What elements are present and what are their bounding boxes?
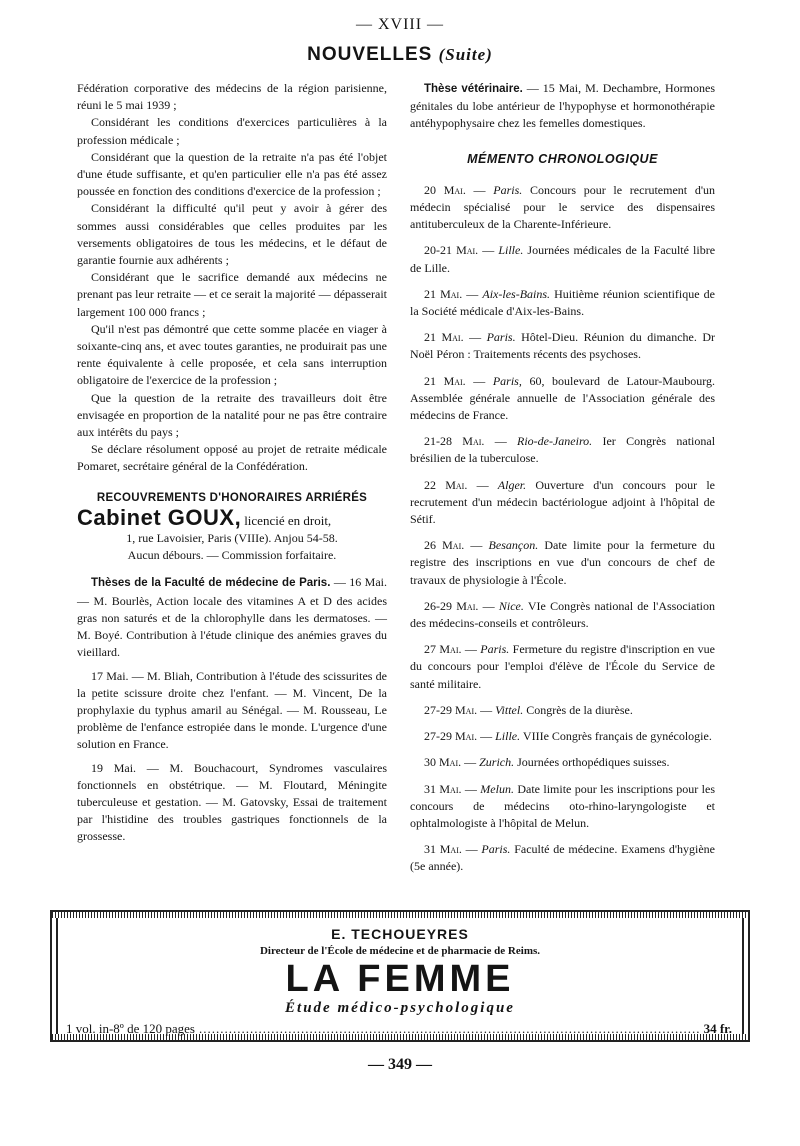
cabinet-address: 1, rue Lavoisier, Paris (VIIIe). Anjou 54-58.	[126, 531, 338, 546]
entry-place: Melun.	[480, 781, 514, 796]
resolution-conclusion: Se déclare résolument opposé au projet de retraite médicale Pomaret, secrétaire général de la Confédération.	[77, 442, 387, 474]
resolution-point: Considérant la difficulté qu'il peut y avoir à gérer des sommes aussi considérables que celles produites par les versements obligatoires de tous les médecins, et le défaut de garantie fournie aux adhérents ;	[77, 201, 387, 268]
entry-place: Besançon.	[488, 538, 539, 553]
memento-entry: 26 Mai. — Besançon. Date limite pour la fermeture du registre des inscriptions en vue d'un concours de chef de travaux de physiologie à l'École.	[410, 538, 715, 587]
memento-heading: MÉMENTO CHRONOLOGIQUE	[467, 151, 658, 166]
ad-book-subtitle: Étude médico-psychologique	[285, 1000, 515, 1016]
theses-17-mai: 17 Mai. — M. Bliah, Contribution à l'étude des scissurites de la petite scissure droite chez l'enfant. — M. Vincent, De la prophylaxie du typhus amaril au Sénégal. — M. Rousseau, Le problème de l'enfance estropiée dans le monde. L'urgence d'une solution en France.	[77, 668, 387, 752]
entry-date: 22 Mai.	[424, 477, 468, 492]
entry-place: Alger.	[497, 477, 527, 492]
ad-price: 34 fr.	[703, 1021, 732, 1036]
entry-date: 21-28 Mai.	[424, 434, 485, 449]
memento-entry: 20 Mai. — Paris. Concours pour le recrutement d'un médecin spécialisé pour le service des dispensaires antituberculeux de la Charente-Inférieure.	[410, 182, 715, 232]
these-vet-heading: Thèse vétérinaire.	[424, 83, 523, 95]
entry-date: 27-29 Mai.	[424, 729, 478, 744]
entry-text: Ouverture d'un concours pour le recrutement d'un médecin bactériologue adjoint à l'hôpital de Sétif.	[410, 477, 715, 527]
entry-text: Huitième réunion scientifique de la Société médicale d'Aix-les-Bains.	[410, 286, 715, 319]
these-vet-text: — 15 Mai, M. Dechambre, Hormones génitales du lobe antérieur de l'hypophyse et hormonothérapie antéhypophysaire chez les femelles domestiques.	[410, 81, 715, 131]
entry-text: Fermeture du registre d'inscription en vue du concours pour l'emploi d'élève de l'École du Service de santé militaire.	[410, 642, 716, 691]
ad-book-title: LA FEMME	[285, 958, 515, 1000]
entry-text: Date limite pour la fermeture du registre des inscriptions en vue d'un concours de chef de travaux de physiologie à l'École.	[410, 538, 715, 587]
resolution-point: Que la question de la retraite des travailleurs doit être envisagée en proportion de la natalité pour ne pas être contraire aux intérêts du pays ;	[77, 390, 387, 440]
resolution-intro: Fédération corporative des médecins de la région parisienne, réuni le 5 mai 1939 ;	[77, 81, 387, 113]
page-header-roman: — XVIII —	[355, 16, 445, 33]
memento-entry: 30 Mai. — Zurich. Journées orthopédiques suisses.	[424, 755, 670, 770]
memento-entry: 21 Mai. — Paris. Hôtel-Dieu. Réunion du dimanche. Dr Noël Péron : Traitements récents des psychoses.	[410, 330, 716, 362]
entry-text: VIe Congrès national de l'Association des médecins-conseils et contrôleurs.	[410, 598, 715, 631]
entry-text: Date limite pour les inscriptions pour les concours de médecins oto-rhino-laryngologiste et ophtalmologiste à l'hôpital de Melun.	[410, 781, 715, 830]
memento-entry: 27-29 Mai. — Vittel. Congrès de la diurèse.	[424, 702, 633, 717]
entry-text: Ier Congrès national brésilien de la tuberculose.	[410, 434, 716, 466]
ad-author-title: Directeur de l'École de médecine et de pharmacie de Reims.	[259, 945, 541, 957]
ad-leader-dots	[199, 1021, 700, 1037]
title-text: NOUVELLES	[307, 44, 433, 65]
cabinet-qualification: licencié en droit,	[244, 512, 332, 528]
theses-16-text: — 16 Mai. — M. Bourlès, Action locale des vitamines A et D des acides gras non saturés et de la chlorophylle dans les dermatoses. — M. Boyé. Contribution à l'étude clinique des anémies graves du vieillard.	[77, 575, 387, 660]
memento-entry: 27 Mai. — Paris. Fermeture du registre d'inscription en vue du concours pour l'emploi d'élève de l'École du Service de santé militaire.	[410, 642, 716, 691]
entry-text: VIIIe Congrès français de gynécologie.	[522, 729, 712, 744]
memento-entry: 26-29 Mai. — Nice. VIe Congrès national de l'Association des médecins-conseils et contrôleurs.	[410, 598, 715, 631]
entry-text: Congrès de la diurèse.	[526, 702, 633, 717]
cabinet-goux-ad	[77, 504, 387, 530]
theses-19-mai: 19 Mai. — M. Bouchacourt, Syndromes vasculaires fonctionnels en obstétrique. — M. Floutard, Méningite tuberculeuse et gestation. — M. Gatovsky, Essai de traitement par l'histidine des troubles gastriques fonctionnels de la grossesse.	[77, 760, 387, 844]
entry-place: Lille.	[498, 243, 524, 258]
right-column	[410, 80, 715, 876]
entry-place: Paris,	[492, 373, 522, 388]
entry-text: Faculté de médecine. Examens d'hygiène (5e année).	[410, 842, 715, 874]
resolution-point: Considérant que le sacrifice demandé aux médecins ne prenant pas leur retraite — et ce serait la majorité — dépasserait largement 100 000 francs ;	[77, 270, 387, 319]
resolution-point: Qu'il n'est pas démontré que cette somme placée en viager à soixante-cinq ans, et avec toutes garanties, ne produirait pas une rente équivalente à celle proposée, et cela sans interruption obligatoire de l'exercice de la profession ;	[77, 321, 387, 388]
entry-date: 21 Mai.	[424, 330, 464, 345]
cabinet-terms: Aucun débours. — Commission forfaitaire.	[127, 548, 337, 563]
entry-text: Journées médicales de la Faculté libre de Lille.	[410, 243, 716, 275]
entry-date: 20-21 Mai.	[424, 243, 479, 258]
entry-place: Paris.	[481, 842, 511, 857]
memento-entry: 31 Mai. — Melun. Date limite pour les inscriptions pour les concours de médecins oto-rhino-laryngologiste et ophtalmologiste à l'hôpital de Melun.	[410, 781, 715, 830]
memento-entry: 31 Mai. — Paris. Faculté de médecine. Examens d'hygiène (5e année).	[410, 842, 715, 874]
page-number: — 349 —	[368, 1056, 432, 1073]
theses-16-mai	[77, 574, 387, 661]
entry-place: Lille.	[495, 729, 521, 744]
memento-entry: 20-21 Mai. — Lille. Journées médicales de la Faculté libre de Lille.	[410, 243, 716, 275]
entry-date: 31 Mai.	[424, 781, 462, 796]
entry-place: Paris.	[493, 182, 523, 197]
memento-entry: 22 Mai. — Alger. Ouverture d'un concours pour le recrutement d'un médecin bactériologue adjoint à l'hôpital de Sétif.	[410, 477, 715, 527]
book-advertisement	[50, 910, 750, 1042]
cabinet-name: Cabinet GOUX,	[77, 504, 242, 530]
entry-date: 21 Mai.	[424, 286, 463, 301]
entry-date: 21 Mai.	[424, 373, 466, 388]
ad-border-top	[52, 912, 748, 918]
entry-date: 20 Mai.	[424, 182, 466, 197]
entry-place: Aix-les-Bains.	[482, 286, 551, 301]
entry-place: Nice.	[498, 598, 524, 613]
memento-entry: 21 Mai. — Paris, 60, boulevard de Latour-Maubourg. Assemblée générale annuelle de l'Association générale des médecins de France.	[410, 373, 715, 423]
resolution-point: Considérant que la question de la retraite n'a pas été l'objet d'une étude suffisante, et qu'en particulier elle n'a pas été assez poussée en fonction des conditions d'exercice de la profession ;	[77, 149, 387, 199]
entry-date: 27 Mai.	[424, 642, 462, 657]
resolution-point: Considérant les conditions d'exercices particulières à la profession médicale ;	[77, 115, 387, 147]
entry-text: Hôtel-Dieu. Réunion du dimanche. Dr Noël Péron : Traitements récents des psychoses.	[410, 330, 716, 362]
entry-place: Paris.	[486, 330, 516, 345]
title-suffix: (Suite)	[438, 45, 493, 64]
left-column	[77, 80, 387, 846]
ad-format: 1 vol. in-8º de 120 pages	[66, 1021, 195, 1036]
memento-list	[410, 182, 715, 876]
entry-date: 31 Mai.	[424, 842, 462, 857]
memento-entry: 27-29 Mai. — Lille. VIIIe Congrès français de gynécologie.	[424, 729, 712, 744]
ad-format-line	[66, 1021, 732, 1037]
entry-date: 26 Mai.	[424, 538, 465, 553]
entry-place: Vittel.	[495, 702, 524, 717]
entry-place: Zurich.	[479, 755, 515, 770]
these-veterinaire	[410, 80, 715, 133]
entry-text: Concours pour le recrutement d'un médecin spécialisé pour le service des dispensaires antituberculeux de la Charente-Inférieure.	[410, 182, 715, 232]
memento-entry: 21 Mai. — Aix-les-Bains. Huitième réunion scientifique de la Société médicale d'Aix-les-Bains.	[410, 286, 715, 319]
entry-date: 26-29 Mai.	[424, 598, 479, 613]
entry-text: 60, boulevard de Latour-Maubourg. Assemblée générale annuelle de l'Association générale des médecins de France.	[410, 373, 715, 423]
memento-entry: 21-28 Mai. — Rio-de-Janeiro. Ier Congrès national brésilien de la tuberculose.	[410, 434, 716, 466]
entry-date: 30 Mai.	[424, 755, 462, 770]
entry-place: Paris.	[480, 642, 510, 657]
entry-place: Rio-de-Janeiro.	[516, 434, 593, 449]
page-title	[0, 44, 800, 66]
entry-text: Journées orthopédiques suisses.	[517, 755, 670, 770]
ad-author: E. TECHOUEYRES	[331, 926, 469, 942]
theses-heading: Thèses de la Faculté de médecine de Paris.	[91, 577, 331, 590]
recouvrements-heading: RECOUVREMENTS D'HONORAIRES ARRIÉRÉS	[96, 491, 368, 504]
entry-date: 27-29 Mai.	[424, 702, 478, 717]
